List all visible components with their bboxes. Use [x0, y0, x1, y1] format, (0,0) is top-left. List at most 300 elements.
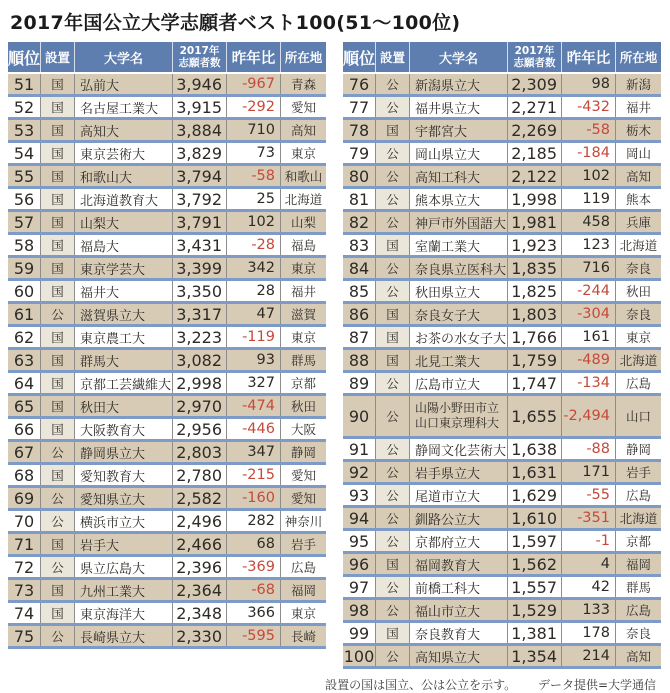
applicants-cell: 2,466 [172, 534, 226, 554]
table-row [343, 97, 661, 120]
location-cell: 福島 [280, 235, 326, 255]
table-row [8, 534, 326, 557]
location-cell: 東京 [280, 327, 326, 347]
university-name-cell: 京都工芸繊維大 [74, 373, 172, 393]
establishment-cell: 国 [40, 580, 74, 600]
location-cell: 東京 [280, 258, 326, 278]
table-row [343, 373, 661, 396]
applicants-cell: 1,998 [507, 189, 561, 209]
location-cell: 東京 [280, 603, 326, 623]
table-header [8, 42, 326, 72]
rank-cell: 67 [13, 442, 35, 462]
establishment-cell: 公 [375, 212, 409, 232]
university-name-cell: 山陽小野田市立山口東京理科大 [409, 396, 507, 436]
yoy-cell: -2,494 [561, 396, 615, 436]
footer [8, 676, 662, 693]
university-name-cell: 奈良女子大 [409, 304, 507, 324]
table-row [343, 120, 661, 143]
location-cell: 奈良 [615, 258, 661, 278]
applicants-cell: 3,946 [172, 74, 226, 94]
location-cell: 兵庫 [615, 212, 661, 232]
table-row [343, 189, 661, 212]
establishment-cell: 国 [40, 350, 74, 370]
yoy-cell: 73 [226, 143, 280, 163]
applicants-cell: 2,970 [172, 396, 226, 416]
rank-cell: 91 [348, 439, 370, 459]
location-cell: 熊本 [615, 189, 661, 209]
yoy-cell: 366 [226, 603, 280, 623]
applicants-cell: 2,582 [172, 488, 226, 508]
rank-cell: 75 [13, 626, 35, 646]
table-row [343, 304, 661, 327]
applicants-cell: 2,330 [172, 626, 226, 646]
applicants-cell: 1,557 [507, 577, 561, 597]
rank-cell: 57 [13, 212, 35, 232]
establishment-cell: 公 [40, 304, 74, 324]
university-name-cell: 和歌山大 [74, 166, 172, 186]
applicants-cell: 1,597 [507, 531, 561, 551]
header-applicants-line1: 2017年 [179, 44, 220, 57]
rank-cell: 77 [348, 97, 370, 117]
yoy-cell: -88 [561, 439, 615, 459]
applicants-cell: 3,350 [172, 281, 226, 301]
rank-cell: 78 [348, 120, 370, 140]
rank-cell: 76 [348, 74, 370, 94]
location-cell: 青森 [280, 74, 326, 94]
table-row [8, 557, 326, 580]
header-applicants [507, 42, 561, 72]
establishment-cell: 公 [375, 396, 409, 436]
establishment-cell: 公 [375, 531, 409, 551]
applicants-cell: 3,317 [172, 304, 226, 324]
table-row [343, 646, 661, 669]
rank-cell: 70 [13, 511, 35, 531]
rank-cell: 58 [13, 235, 35, 255]
establishment-cell: 公 [375, 577, 409, 597]
location-cell: 東京 [280, 143, 326, 163]
location-cell: 広島 [280, 557, 326, 577]
location-cell: 福岡 [615, 554, 661, 574]
rank-cell: 90 [348, 406, 370, 426]
applicants-cell: 1,759 [507, 350, 561, 370]
rank-table-51-75 [8, 42, 326, 649]
rank-cell: 73 [13, 580, 35, 600]
rank-cell: 95 [348, 531, 370, 551]
applicants-cell: 1,529 [507, 600, 561, 620]
table-row [8, 74, 326, 97]
yoy-cell: 98 [561, 74, 615, 94]
location-cell: 山口 [615, 396, 661, 436]
establishment-cell: 国 [40, 120, 74, 140]
applicants-cell: 2,496 [172, 511, 226, 531]
applicants-cell: 2,185 [507, 143, 561, 163]
yoy-cell: 28 [226, 281, 280, 301]
applicants-cell: 1,638 [507, 439, 561, 459]
location-cell: 福井 [280, 281, 326, 301]
applicants-cell: 2,271 [507, 97, 561, 117]
yoy-cell: 710 [226, 120, 280, 140]
yoy-cell: 25 [226, 189, 280, 209]
university-name-cell: 秋田大 [74, 396, 172, 416]
university-name-cell: 名古屋工業大 [74, 97, 172, 117]
applicants-cell: 3,082 [172, 350, 226, 370]
establishment-cell: 国 [40, 74, 74, 94]
rank-cell: 85 [348, 281, 370, 301]
yoy-cell: -304 [561, 304, 615, 324]
location-cell: 栃木 [615, 120, 661, 140]
rank-cell: 94 [348, 508, 370, 528]
yoy-cell: -446 [226, 419, 280, 439]
location-cell: 北海道 [280, 189, 326, 209]
location-cell: 秋田 [280, 396, 326, 416]
yoy-cell: 161 [561, 327, 615, 347]
location-cell: 高知 [615, 646, 661, 666]
table-row [343, 531, 661, 554]
location-cell: 北海道 [615, 350, 661, 370]
header-establishment: 設置 [375, 42, 409, 72]
university-name-cell: 横浜市立大 [74, 511, 172, 531]
location-cell: 広島 [615, 485, 661, 505]
establishment-cell: 公 [375, 97, 409, 117]
header-university: 大学名 [74, 42, 172, 72]
applicants-cell: 3,223 [172, 327, 226, 347]
location-cell: 愛知 [280, 488, 326, 508]
location-cell: 北海道 [615, 508, 661, 528]
applicants-cell: 1,655 [507, 396, 561, 436]
rank-cell: 61 [13, 304, 35, 324]
university-name-cell: 釧路公立大 [409, 508, 507, 528]
establishment-cell: 国 [40, 212, 74, 232]
university-name-cell: 東京学芸大 [74, 258, 172, 278]
location-cell: 高知 [280, 120, 326, 140]
establishment-cell: 国 [40, 235, 74, 255]
yoy-cell: -215 [226, 465, 280, 485]
yoy-cell: 102 [226, 212, 280, 232]
table-row [343, 439, 661, 462]
yoy-cell: 347 [226, 442, 280, 462]
yoy-cell: -292 [226, 97, 280, 117]
tables-container [8, 42, 662, 669]
applicants-cell: 1,562 [507, 554, 561, 574]
table-row [343, 600, 661, 623]
table-row [8, 281, 326, 304]
yoy-cell: -28 [226, 235, 280, 255]
table-row [8, 327, 326, 350]
establishment-cell: 国 [375, 235, 409, 255]
table-row [343, 396, 661, 439]
applicants-cell: 1,610 [507, 508, 561, 528]
establishment-cell: 公 [375, 281, 409, 301]
establishment-cell: 公 [375, 166, 409, 186]
applicants-cell: 1,766 [507, 327, 561, 347]
university-name-cell: 福井県立大 [409, 97, 507, 117]
university-name-cell: 大阪教育大 [74, 419, 172, 439]
rank-cell: 71 [13, 534, 35, 554]
table-row [8, 258, 326, 281]
rank-cell: 63 [13, 350, 35, 370]
applicants-cell: 2,956 [172, 419, 226, 439]
page-title: 2017年国公立大学志願者ベスト100(51〜100位) [10, 12, 461, 34]
yoy-cell: 171 [561, 462, 615, 482]
table-row [343, 554, 661, 577]
table-row [343, 508, 661, 531]
university-name-cell: 奈良教育大 [409, 623, 507, 643]
rank-cell: 97 [348, 577, 370, 597]
rank-cell: 83 [348, 235, 370, 255]
establishment-cell: 国 [375, 623, 409, 643]
table-row [343, 623, 661, 646]
rank-cell: 80 [348, 166, 370, 186]
university-name-cell: 神戸市外国語大 [409, 212, 507, 232]
university-name-cell: お茶の水女子大 [409, 327, 507, 347]
table-row [343, 166, 661, 189]
header-rank: 順位 [343, 48, 376, 68]
table-row [8, 350, 326, 373]
establishment-cell: 公 [375, 439, 409, 459]
footer-credit: データ提供=大学通信 [537, 678, 656, 692]
yoy-cell: 42 [561, 577, 615, 597]
university-name-cell: 広島市立大 [409, 373, 507, 393]
yoy-cell: -184 [561, 143, 615, 163]
applicants-cell: 1,354 [507, 646, 561, 666]
table-row [8, 304, 326, 327]
establishment-cell: 国 [40, 419, 74, 439]
header-location: 所在地 [280, 42, 326, 72]
yoy-cell: 214 [561, 646, 615, 666]
university-name-cell: 東京芸術大 [74, 143, 172, 163]
university-name-cell: 山梨大 [74, 212, 172, 232]
table-row [8, 166, 326, 189]
university-name-cell: 尾道市立大 [409, 485, 507, 505]
university-name-cell: 高知県立大 [409, 646, 507, 666]
yoy-cell: -58 [226, 166, 280, 186]
rank-cell: 89 [348, 373, 370, 393]
establishment-cell: 公 [375, 143, 409, 163]
university-name-cell: 福岡教育大 [409, 554, 507, 574]
university-name-cell: 宇都宮大 [409, 120, 507, 140]
rank-cell: 87 [348, 327, 370, 347]
establishment-cell: 国 [375, 350, 409, 370]
location-cell: 静岡 [615, 439, 661, 459]
applicants-cell: 3,794 [172, 166, 226, 186]
header-location: 所在地 [615, 42, 661, 72]
applicants-cell: 3,884 [172, 120, 226, 140]
university-name-cell: 長崎県立大 [74, 626, 172, 646]
table-row [343, 462, 661, 485]
yoy-cell: -119 [226, 327, 280, 347]
location-cell: 岡山 [615, 143, 661, 163]
rank-cell: 79 [348, 143, 370, 163]
rank-cell: 62 [13, 327, 35, 347]
establishment-cell: 公 [375, 462, 409, 482]
location-cell: 広島 [615, 600, 661, 620]
rank-cell: 66 [13, 419, 35, 439]
university-name-cell: 弘前大 [74, 74, 172, 94]
footer-note: 設置の国は国立、公は公立を示す。 [325, 678, 517, 692]
university-name-cell: 高知大 [74, 120, 172, 140]
establishment-cell: 公 [375, 373, 409, 393]
establishment-cell: 国 [40, 603, 74, 623]
yoy-cell: -134 [561, 373, 615, 393]
location-cell: 愛知 [280, 97, 326, 117]
applicants-cell: 3,829 [172, 143, 226, 163]
table-row [343, 485, 661, 508]
rank-cell: 88 [348, 350, 370, 370]
header-yoy: 昨年比 [226, 42, 280, 72]
table-row [343, 327, 661, 350]
establishment-cell: 公 [40, 488, 74, 508]
table-row [8, 120, 326, 143]
yoy-cell: -55 [561, 485, 615, 505]
university-name-cell: 静岡県立大 [74, 442, 172, 462]
establishment-cell: 国 [40, 258, 74, 278]
university-name-cell: 岡山県立大 [409, 143, 507, 163]
establishment-cell: 国 [375, 304, 409, 324]
table-row [343, 281, 661, 304]
yoy-cell: -432 [561, 97, 615, 117]
applicants-cell: 2,348 [172, 603, 226, 623]
table-row [8, 488, 326, 511]
university-name-cell: 県立広島大 [74, 557, 172, 577]
yoy-cell: 4 [561, 554, 615, 574]
establishment-cell: 国 [40, 396, 74, 416]
rank-cell: 72 [13, 557, 35, 577]
rank-cell: 54 [13, 143, 35, 163]
yoy-cell: -160 [226, 488, 280, 508]
university-name-cell: 九州工業大 [74, 580, 172, 600]
university-name-cell: 奈良県立医科大 [409, 258, 507, 278]
university-name-cell: 前橋工科大 [409, 577, 507, 597]
table-row [8, 189, 326, 212]
university-name-cell: 高知工科大 [409, 166, 507, 186]
university-name-cell: 群馬大 [74, 350, 172, 370]
rank-cell: 69 [13, 488, 35, 508]
yoy-cell: 716 [561, 258, 615, 278]
table-row [8, 442, 326, 465]
yoy-cell: 327 [226, 373, 280, 393]
rank-cell: 53 [13, 120, 35, 140]
university-name-cell: 東京農工大 [74, 327, 172, 347]
rank-cell: 56 [13, 189, 35, 209]
table-row [8, 212, 326, 235]
location-cell: 秋田 [615, 281, 661, 301]
table-row [343, 258, 661, 281]
applicants-cell: 2,364 [172, 580, 226, 600]
rank-cell: 60 [13, 281, 35, 301]
yoy-cell: 342 [226, 258, 280, 278]
yoy-cell: 282 [226, 511, 280, 531]
rank-cell: 82 [348, 212, 370, 232]
table-header [343, 42, 661, 72]
applicants-cell: 1,381 [507, 623, 561, 643]
table-body-51-75 [8, 74, 326, 649]
establishment-cell: 公 [375, 189, 409, 209]
table-row [343, 235, 661, 258]
applicants-cell: 2,269 [507, 120, 561, 140]
applicants-cell: 2,998 [172, 373, 226, 393]
header-applicants-line2: 志願者数 [513, 57, 556, 69]
yoy-cell: 102 [561, 166, 615, 186]
header-applicants [172, 42, 226, 72]
rank-cell: 74 [13, 603, 35, 623]
location-cell: 群馬 [615, 577, 661, 597]
header-establishment: 設置 [40, 42, 74, 72]
yoy-cell: 458 [561, 212, 615, 232]
table-row [343, 74, 661, 97]
yoy-cell: -489 [561, 350, 615, 370]
applicants-cell: 3,431 [172, 235, 226, 255]
yoy-cell: -967 [226, 74, 280, 94]
applicants-cell: 1,835 [507, 258, 561, 278]
location-cell: 長崎 [280, 626, 326, 646]
header-applicants-line2: 志願者数 [178, 57, 221, 69]
applicants-cell: 1,631 [507, 462, 561, 482]
establishment-cell: 公 [375, 600, 409, 620]
university-name-cell: 福山市立大 [409, 600, 507, 620]
header-rank: 順位 [8, 48, 41, 68]
applicants-cell: 2,780 [172, 465, 226, 485]
header-applicants-line1: 2017年 [514, 44, 555, 57]
yoy-cell: 93 [226, 350, 280, 370]
establishment-cell: 国 [40, 373, 74, 393]
yoy-cell: 47 [226, 304, 280, 324]
establishment-cell: 公 [375, 508, 409, 528]
location-cell: 神奈川 [280, 511, 326, 531]
rank-cell: 52 [13, 97, 35, 117]
establishment-cell: 国 [40, 166, 74, 186]
yoy-cell: -351 [561, 508, 615, 528]
applicants-cell: 2,803 [172, 442, 226, 462]
location-cell: 大阪 [280, 419, 326, 439]
rank-cell: 86 [348, 304, 370, 324]
table-row [8, 235, 326, 258]
university-name-cell: 北見工業大 [409, 350, 507, 370]
location-cell: 北海道 [615, 235, 661, 255]
table-row [8, 603, 326, 626]
applicants-cell: 3,915 [172, 97, 226, 117]
table-row [343, 212, 661, 235]
establishment-cell: 国 [40, 143, 74, 163]
table-row [343, 143, 661, 166]
applicants-cell: 1,923 [507, 235, 561, 255]
rank-cell: 64 [13, 373, 35, 393]
rank-cell: 99 [348, 623, 370, 643]
university-name-cell: 静岡文化芸術大 [409, 439, 507, 459]
establishment-cell: 公 [375, 74, 409, 94]
rank-cell: 68 [13, 465, 35, 485]
header-university: 大学名 [409, 42, 507, 72]
table-row [8, 143, 326, 166]
applicants-cell: 2,396 [172, 557, 226, 577]
establishment-cell: 公 [40, 511, 74, 531]
university-name-cell: 新潟県立大 [409, 74, 507, 94]
table-row [8, 580, 326, 603]
establishment-cell: 国 [40, 465, 74, 485]
applicants-cell: 1,747 [507, 373, 561, 393]
rank-cell: 84 [348, 258, 370, 278]
establishment-cell: 国 [40, 97, 74, 117]
table-row [343, 577, 661, 600]
applicants-cell: 1,825 [507, 281, 561, 301]
establishment-cell: 国 [40, 534, 74, 554]
table-row [8, 419, 326, 442]
yoy-cell: -244 [561, 281, 615, 301]
location-cell: 群馬 [280, 350, 326, 370]
table-row [8, 626, 326, 649]
table-row [8, 465, 326, 488]
rank-cell: 55 [13, 166, 35, 186]
rank-cell: 59 [13, 258, 35, 278]
